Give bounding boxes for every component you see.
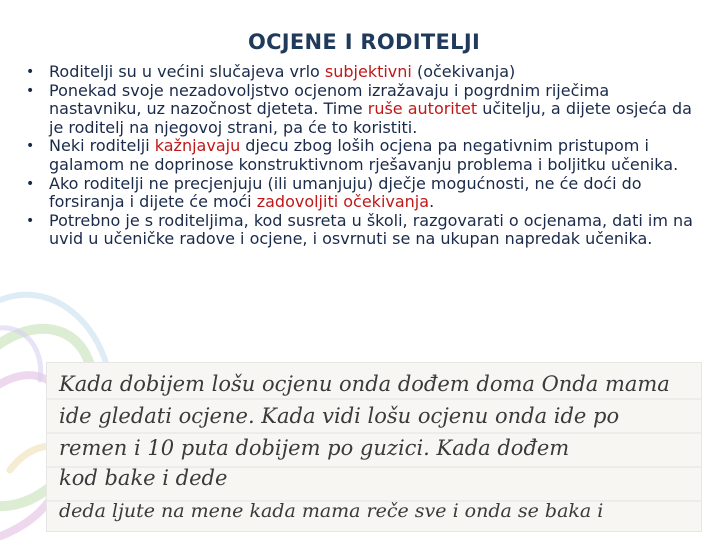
bullet-text: Potrebno je s roditeljima, kod susreta u školi, razgovarati o ocjenama, dati im na uvid u učeničke radove i ocjene, i osvrnuti se na ukupan napredak učenika. [49, 210, 693, 249]
highlighted-text: kažnjavaju [154, 136, 241, 156]
bullet-item [22, 82, 702, 138]
bullet-item [22, 175, 702, 212]
bullet-text: djecu zbog loših ocjena pa negativnim pristupom i galamom ne doprinose konstruktivnom rješavanju problema i boljitku učenika. [49, 136, 679, 174]
highlighted-text: zadovoljiti očekivanja [256, 192, 430, 212]
handwriting-photo [46, 362, 702, 532]
handwritten-note-image [47, 363, 701, 531]
bullet-text: Roditelji su u većini slučajeva vrlo [49, 62, 325, 81]
bullet-text: Ponekad svoje nezadovoljstvo ocjenom izražavaju i pogrdnim riječima nastavniku, uz nazočnost djeteta. Time [49, 80, 610, 119]
bullet-item [22, 63, 702, 82]
bullet-text: Ako roditelji ne precjenjuju (ili umanjuju) dječje mogućnosti, ne će doći do forsiranja i dijete će moći [49, 173, 642, 212]
slide-title: OCJENE I RODITELJI [247, 30, 481, 54]
handwriting-line-1: Kada dobijem lošu ocjenu onda dođem doma Onda mama [59, 372, 670, 396]
bullet-text: učitelju, a dijete osjeća da je roditelj na njegovoj strani, pa će to koristiti. [49, 99, 692, 137]
bullet-dot-icon: • [26, 175, 35, 192]
bullet-text: Neki roditelji [49, 136, 155, 156]
bullet-dot-icon: • [26, 82, 35, 99]
bullet-list [22, 63, 702, 249]
handwriting-line-5: deda ljute na mene kada mama reče sve i onda se baka i [59, 500, 604, 522]
highlighted-text: ruše autoritet [367, 99, 478, 119]
bullet-item [22, 212, 702, 249]
bullet-item [22, 137, 702, 174]
bullet-dot-icon: • [26, 138, 35, 155]
highlighted-text: subjektivni [324, 62, 412, 81]
bullet-dot-icon: • [26, 64, 35, 80]
handwriting-line-3: remen i 10 puta dobijem po guzici. Kada dođem [59, 436, 570, 460]
bullet-dot-icon: • [26, 212, 35, 229]
bullet-text: (očekivanja) [411, 62, 516, 81]
handwriting-line-4: kod bake i dede [59, 466, 228, 490]
handwriting-line-2: ide gledati ocjene. Kada vidi lošu ocjenu onda ide po [59, 404, 620, 428]
bullet-text: . [429, 192, 435, 212]
